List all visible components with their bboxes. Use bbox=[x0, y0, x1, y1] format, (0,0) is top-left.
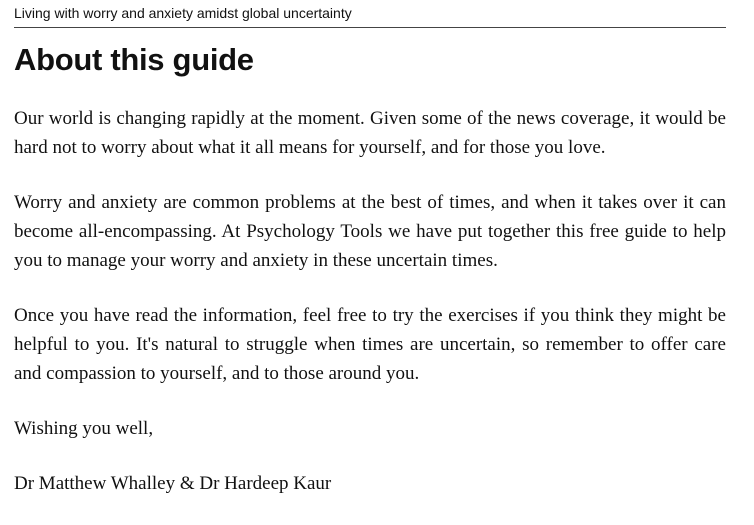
guide-body bbox=[14, 104, 726, 498]
intro-paragraph-3: Once you have read the information, feel free to try the exercises if you think they might be helpful to you. It's natural to struggle when times are uncertain, so remember to offer care and compassion to yourself, and to those around you. bbox=[14, 305, 726, 384]
guide-page bbox=[14, 0, 726, 498]
author-signature: Dr Matthew Whalley & Dr Hardeep Kaur bbox=[14, 473, 332, 494]
running-header: Living with worry and anxiety amidst global uncertainty bbox=[14, 0, 726, 28]
intro-paragraph-1: Our world is changing rapidly at the moment. Given some of the news coverage, it would be hard not to worry about what it all means for yourself, and for those you love. bbox=[14, 108, 726, 158]
intro-paragraph-2: Worry and anxiety are common problems at the best of times, and when it takes over it can become all-encompassing. At Psychology Tools we have put together this free guide to help you to manage your worry and anxiety in these uncertain times. bbox=[14, 192, 726, 271]
page-title: About this guide bbox=[14, 42, 254, 77]
closing-line: Wishing you well, bbox=[14, 418, 154, 439]
